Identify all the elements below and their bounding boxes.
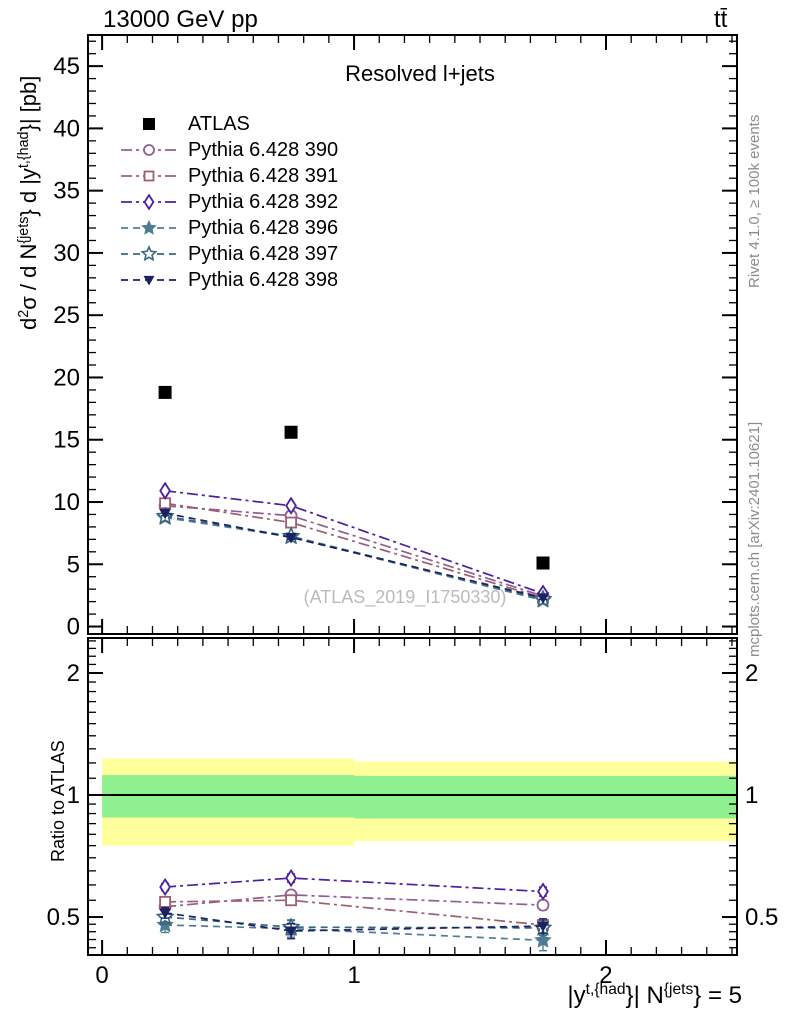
svg-text:35: 35 [53, 177, 80, 205]
series-pythia-6-428-392 [160, 871, 548, 899]
series-pythia-6-428-391 [160, 895, 548, 930]
marker-diamond-open [160, 483, 170, 498]
marker-circle-open [144, 145, 154, 155]
svg-text:0.5: 0.5 [745, 904, 779, 932]
legend-marker-icon [120, 244, 178, 264]
marker-diamond-open [286, 871, 296, 886]
svg-text:40: 40 [53, 115, 80, 143]
legend-marker-icon [120, 166, 178, 186]
legend-entry-label: Pythia 6.428 398 [188, 268, 339, 291]
marker-square-filled [285, 426, 298, 439]
svg-text:45: 45 [53, 53, 80, 81]
svg-text:25: 25 [53, 302, 80, 330]
axis-tick-labels [53, 53, 80, 640]
legend-entry-label: Pythia 6.428 392 [188, 190, 339, 213]
panel-ratio [47, 638, 779, 989]
legend-entry-label: ATLAS [188, 112, 250, 135]
x-axis-label: $|y^{t,\{had}\}|$ $N^{\{jets}\} = 5$ [567, 981, 742, 1009]
rivet-version-label: Rivet 4.1.0, ≥ 100k events [746, 114, 763, 288]
legend-entry [120, 189, 338, 215]
marker-square-open [160, 897, 170, 907]
legend-entry [120, 267, 338, 293]
series-pythia-6-428-398 [159, 908, 549, 939]
series-pythia-6-428-390 [160, 500, 549, 601]
legend-entry [120, 241, 338, 267]
marker-star-filled [142, 221, 155, 234]
legend-entry [120, 163, 338, 189]
legend [120, 111, 338, 293]
uncertainty-band [102, 775, 354, 817]
svg-text:0: 0 [95, 962, 109, 989]
sigma-y-axis-label: $d^2\sigma$ / d $N^{\{jets}$} d $|y^{t,\{had}\}|$ [pb] [16, 75, 41, 330]
mcplots-arxiv-label: mcplots.cern.ch [arXiv:2401.10621] [746, 421, 763, 657]
svg-text:2: 2 [599, 962, 613, 989]
legend-marker-icon [120, 192, 178, 212]
marker-square-filled [537, 557, 550, 570]
svg-text:20: 20 [53, 364, 80, 392]
series-pythia-6-428-398 [159, 509, 549, 604]
marker-diamond-open [160, 880, 170, 895]
marker-square-filled [143, 118, 155, 130]
legend-marker-icon [120, 140, 178, 160]
legend-marker-icon [120, 114, 178, 134]
svg-text:15: 15 [53, 426, 80, 454]
legend-entry [120, 215, 338, 241]
svg-text:0: 0 [66, 613, 80, 641]
legend-entry-label: Pythia 6.428 397 [188, 242, 339, 265]
marker-circle-open [538, 900, 549, 911]
svg-text:1: 1 [347, 962, 361, 989]
marker-square-open [286, 895, 296, 905]
marker-square-filled [159, 386, 172, 399]
svg-text:1: 1 [745, 782, 759, 810]
svg-text:0.5: 0.5 [46, 904, 80, 932]
marker-square-open [286, 518, 296, 528]
legend-entry [120, 111, 338, 137]
series-pythia-6-428-391 [160, 498, 548, 603]
watermark-text: (ATLAS_2019_I1750330) [303, 587, 507, 607]
legend-entry-label: Pythia 6.428 396 [188, 216, 339, 239]
svg-text:5: 5 [66, 551, 80, 579]
legend-entry-label: Pythia 6.428 390 [188, 138, 339, 161]
uncertainty-band [354, 776, 737, 819]
marker-square-open [145, 172, 154, 181]
marker-star-open [142, 247, 155, 260]
legend-entry-label: Pythia 6.428 391 [188, 164, 339, 187]
beam-title: 13000 GeV pp [103, 6, 258, 33]
marker-diamond-open [145, 195, 154, 209]
legend-entry [120, 137, 338, 163]
series-pythia-6-428-397 [158, 909, 551, 936]
svg-text:2: 2 [66, 660, 80, 688]
process-title: tt̄ [714, 6, 728, 33]
legend-title: Resolved l+jets [345, 61, 495, 86]
svg-text:30: 30 [53, 239, 80, 267]
ratio-y-axis-label: Ratio to ATLAS [48, 740, 68, 862]
svg-text:10: 10 [53, 488, 80, 516]
legend-marker-icon [120, 218, 178, 238]
svg-text:1: 1 [66, 782, 80, 810]
legend-marker-icon [120, 270, 178, 290]
svg-text:2: 2 [745, 660, 759, 688]
